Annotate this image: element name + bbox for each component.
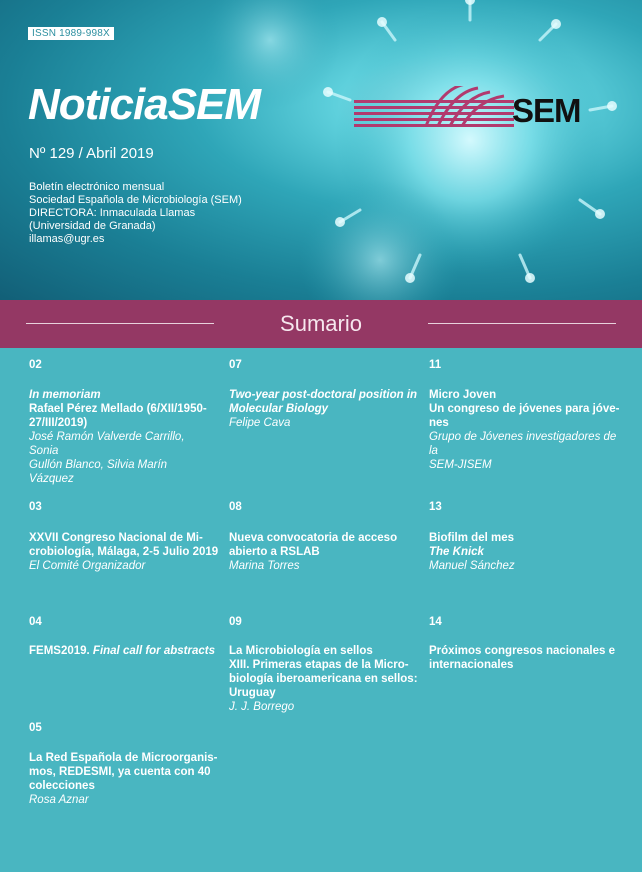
toc-entry[interactable] [429,644,624,672]
issn-label: ISSN 1989-998X [28,27,114,40]
page-number: 13 [429,501,442,513]
entry-category: Micro Joven [429,389,497,401]
entry-title: Final call for abstracts [92,645,215,657]
issue-number: Nº 129 / Abril 2019 [29,145,154,162]
header-banner [0,0,642,300]
entry-title: biología iberoamericana en sellos: [229,673,418,685]
toc-entry[interactable] [29,751,224,807]
entry-author: Gullón Blanco, Silvia Marín Vázquez [29,459,168,485]
entry-title: Molecular Biology [229,403,329,415]
sem-logo-text: SEM [512,92,581,129]
sumario-title: Sumario [280,311,362,336]
toc-entry[interactable] [229,531,424,573]
toc-entry[interactable] [29,388,214,486]
sem-logo-stripes [346,86,516,136]
page-number: 05 [29,722,42,734]
entry-title: Un congreso de jóvenes para jóve- [429,403,620,415]
toc-entry[interactable] [229,388,424,430]
entry-title: 27/III/2019) [29,417,88,429]
page-number: 08 [229,501,242,513]
entry-author: Manuel Sánchez [429,560,515,572]
entry-category: In memoriam [29,389,101,401]
entry-title: Próximos congresos nacionales e [429,645,615,657]
entry-title: FEMS2019. [29,645,93,657]
entry-title: Uruguay [229,687,276,699]
entry-category: Biofilm del mes [429,532,514,544]
entry-title: abierto a RSLAB [229,546,320,558]
info-line: Boletín electrónico mensual [29,181,165,193]
entry-category: La Microbiología en sellos [229,645,373,657]
entry-author: Rosa Aznar [29,794,89,806]
toc-entry[interactable] [429,531,624,573]
entry-author: Felipe Cava [229,417,291,429]
entry-author: El Comité Organizador [29,560,146,572]
page-number: 04 [29,616,42,628]
page-number: 02 [29,359,42,371]
entry-author: J. J. Borrego [229,701,295,713]
page-number: 03 [29,501,42,513]
toc-entry[interactable] [29,644,224,658]
info-line: DIRECTORA: Inmaculada Llamas [29,207,196,219]
entry-title: colecciones [29,780,95,792]
entry-title: XIII. Primeras etapas de la Micro- [229,659,409,671]
entry-author: SEM-JISEM [429,459,492,471]
info-line: Sociedad Española de Microbiología (SEM) [29,194,242,206]
entry-title: The Knick [429,546,484,558]
entry-title: Rafael Pérez Mellado (6/XII/1950- [29,403,207,415]
toc-entry[interactable] [229,644,424,714]
publication-info [29,181,242,246]
entry-title: nes [429,417,449,429]
entry-title: internacionales [429,659,514,671]
info-line: (Universidad de Granada) [29,220,156,232]
entry-author: Marina Torres [229,560,300,572]
newsletter-title: NoticiaSEM [28,80,261,129]
contact-email[interactable]: illamas@ugr.es [29,233,105,245]
page-number: 11 [429,359,442,371]
page-number: 09 [229,616,242,628]
entry-title: Nueva convocatoria de acceso [229,532,398,544]
entry-title: La Red Española de Microorganis- [29,752,218,764]
entry-title: Two-year post-doctoral position in [229,389,418,401]
entry-title: crobiología, Málaga, 2-5 Julio 2019 [29,546,219,558]
page-number: 14 [429,616,442,628]
entry-author: José Ramón Valverde Carrillo, Sonia [29,431,185,457]
entry-title: mos, REDESMI, ya cuenta con 40 [29,766,211,778]
entry-author: Grupo de Jóvenes investigadores de la [429,431,617,457]
entry-title: XXVII Congreso Nacional de Mi- [29,532,203,544]
page-number: 07 [229,359,242,371]
toc-entry[interactable] [429,388,624,472]
toc-entry[interactable] [29,531,224,573]
